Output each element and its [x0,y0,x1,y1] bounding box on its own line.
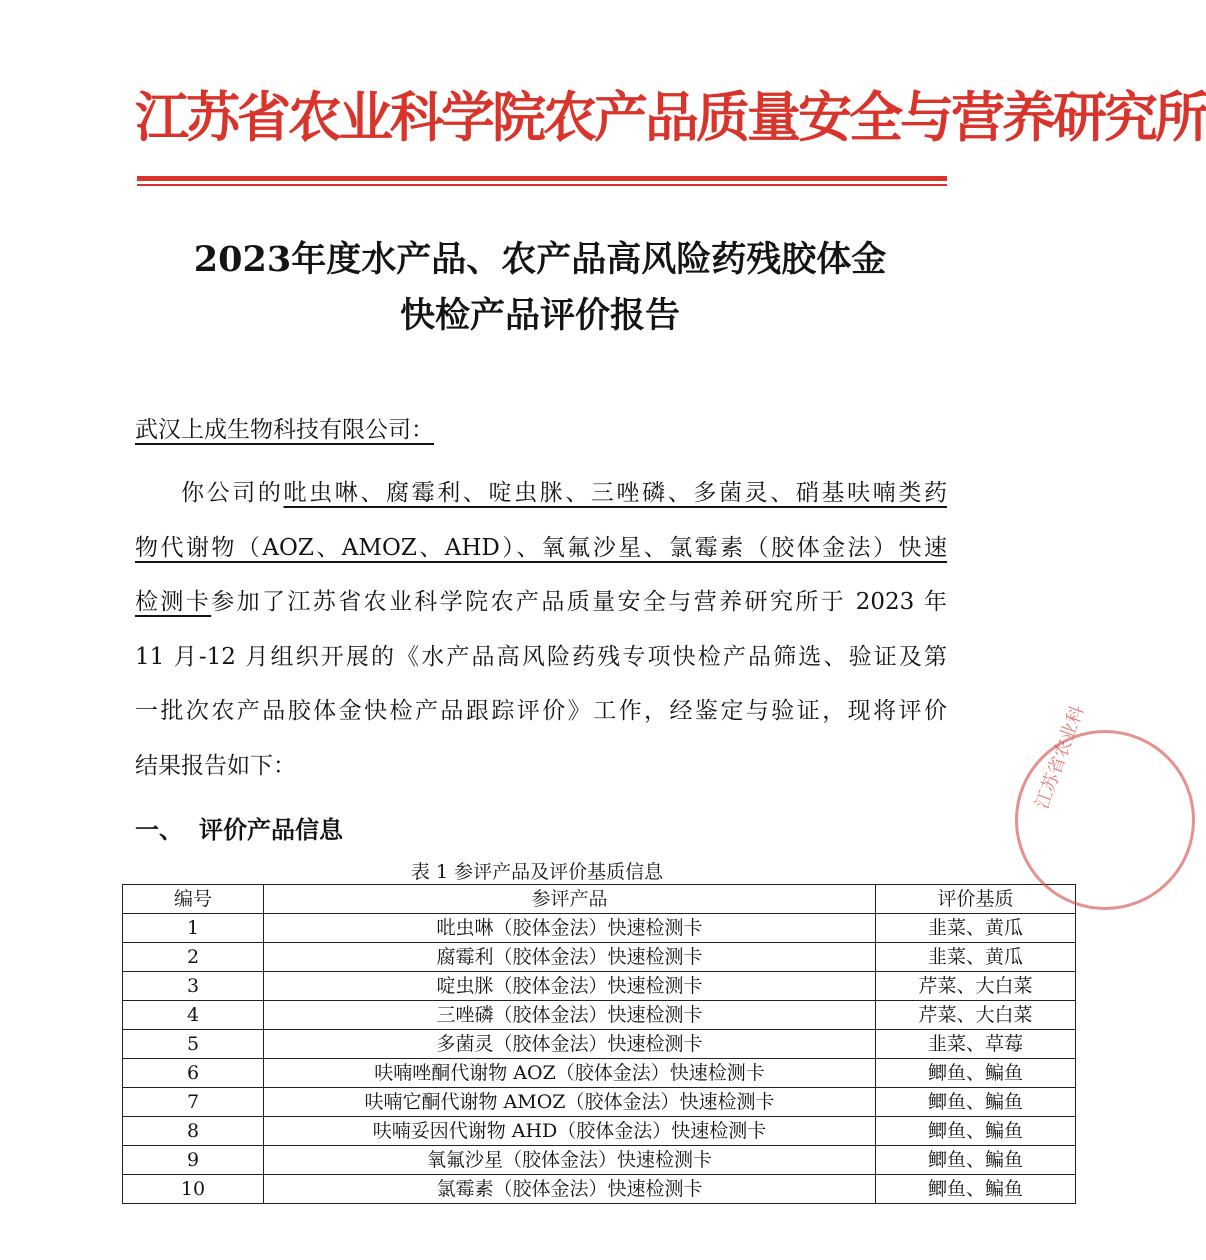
row-number: 5 [123,1030,264,1059]
row-matrix: 芹菜、大白菜 [876,972,1076,1001]
row-matrix: 韭菜、黄瓜 [876,943,1076,972]
row-matrix: 鲫鱼、鳊鱼 [876,1059,1076,1088]
title-line-2: 快检产品评价报告 [399,295,680,336]
product-list-part-3: 检测卡 [135,589,212,615]
title-line-1: 2023年度水产品、农产品高风险药残胶体金 [193,239,887,280]
row-product: 多菌灵（胶体金法）快速检测卡 [264,1030,876,1059]
products-table [122,884,1076,1204]
row-matrix: 鲫鱼、鳊鱼 [876,1088,1076,1117]
body-line-3-rest: 参加了江苏省农业科学院农产品质量安全与营养研究所于 2023 年 [211,589,948,615]
row-matrix: 鲫鱼、鳊鱼 [876,1175,1076,1204]
row-number: 3 [123,972,264,1001]
table-row [123,914,1076,943]
table-caption: 表 1 参评产品及评价基质信息 [410,861,664,883]
letterhead-rule-thin [137,184,947,186]
letterhead-org-name: 江苏省农业科学院农产品质量安全与营养研究所 [135,86,1206,149]
row-matrix: 鲫鱼、鳊鱼 [876,1146,1076,1175]
document-title [110,232,970,344]
section-1-heading [135,810,343,850]
official-seal-stamp [1015,702,1195,910]
row-number: 6 [123,1059,264,1088]
body-line-3 [135,575,947,630]
addressee: 武汉上成生物科技有限公司： [135,417,434,443]
body-line-1 [135,466,947,521]
product-list-part-1: 吡虫啉、腐霉利、啶虫脒、三唑磷、多菌灵、硝基呋喃类药 [283,480,948,506]
table-header-row [123,885,1076,914]
letterhead-rule-thick [137,176,947,181]
table-row [123,1030,1076,1059]
row-product: 吡虫啉（胶体金法）快速检测卡 [264,914,876,943]
seal-text: 江苏省农业科 [1031,702,1089,812]
row-number: 10 [123,1175,264,1204]
row-product: 氧氟沙星（胶体金法）快速检测卡 [264,1146,876,1175]
row-number: 4 [123,1001,264,1030]
row-matrix: 韭菜、黄瓜 [876,914,1076,943]
table-row [123,943,1076,972]
row-number: 8 [123,1117,264,1146]
body-line-5: 一批次农产品胶体金快检产品跟踪评价》工作，经鉴定与验证，现将评价 [135,698,947,724]
header-number: 编号 [123,885,264,914]
table-row [123,1117,1076,1146]
product-list-part-2: 物代谢物（AOZ、AMOZ、AHD）、氧氟沙星、氯霉素（胶体金法）快速 [135,534,947,561]
table-row [123,972,1076,1001]
row-product: 啶虫脒（胶体金法）快速检测卡 [264,972,876,1001]
table-row [123,1059,1076,1088]
row-matrix: 韭菜、草莓 [876,1030,1076,1059]
body-line-6: 结果报告如下： [135,752,296,779]
row-product: 呋喃唑酮代谢物 AOZ（胶体金法）快速检测卡 [264,1059,876,1088]
row-product: 腐霉利（胶体金法）快速检测卡 [264,943,876,972]
row-number: 9 [123,1146,264,1175]
row-number: 7 [123,1088,264,1117]
row-matrix: 鲫鱼、鳊鱼 [876,1117,1076,1146]
table-row [123,1146,1076,1175]
header-matrix: 评价基质 [876,885,1076,914]
table-row [123,1001,1076,1030]
section-1-title: 评价产品信息 [199,815,343,844]
body-line-2 [135,521,947,576]
section-1-number: 一、 [135,815,183,844]
row-product: 呋喃它酮代谢物 AMOZ（胶体金法）快速检测卡 [264,1088,876,1117]
row-product: 三唑磷（胶体金法）快速检测卡 [264,1001,876,1030]
row-product: 氯霉素（胶体金法）快速检测卡 [264,1175,876,1204]
row-number: 2 [123,943,264,972]
body-paragraph [135,466,947,793]
body-line-4: 11 月-12 月组织开展的《水产品高风险药残专项快检产品筛选、验证及第 [135,643,947,670]
row-product: 呋喃妥因代谢物 AHD（胶体金法）快速检测卡 [264,1117,876,1146]
row-number: 1 [123,914,264,943]
header-product: 参评产品 [264,885,876,914]
table-row [123,1175,1076,1204]
body-line-1-prefix: 你公司的 [181,480,284,506]
table-row [123,1088,1076,1117]
row-matrix: 芹菜、大白菜 [876,1001,1076,1030]
